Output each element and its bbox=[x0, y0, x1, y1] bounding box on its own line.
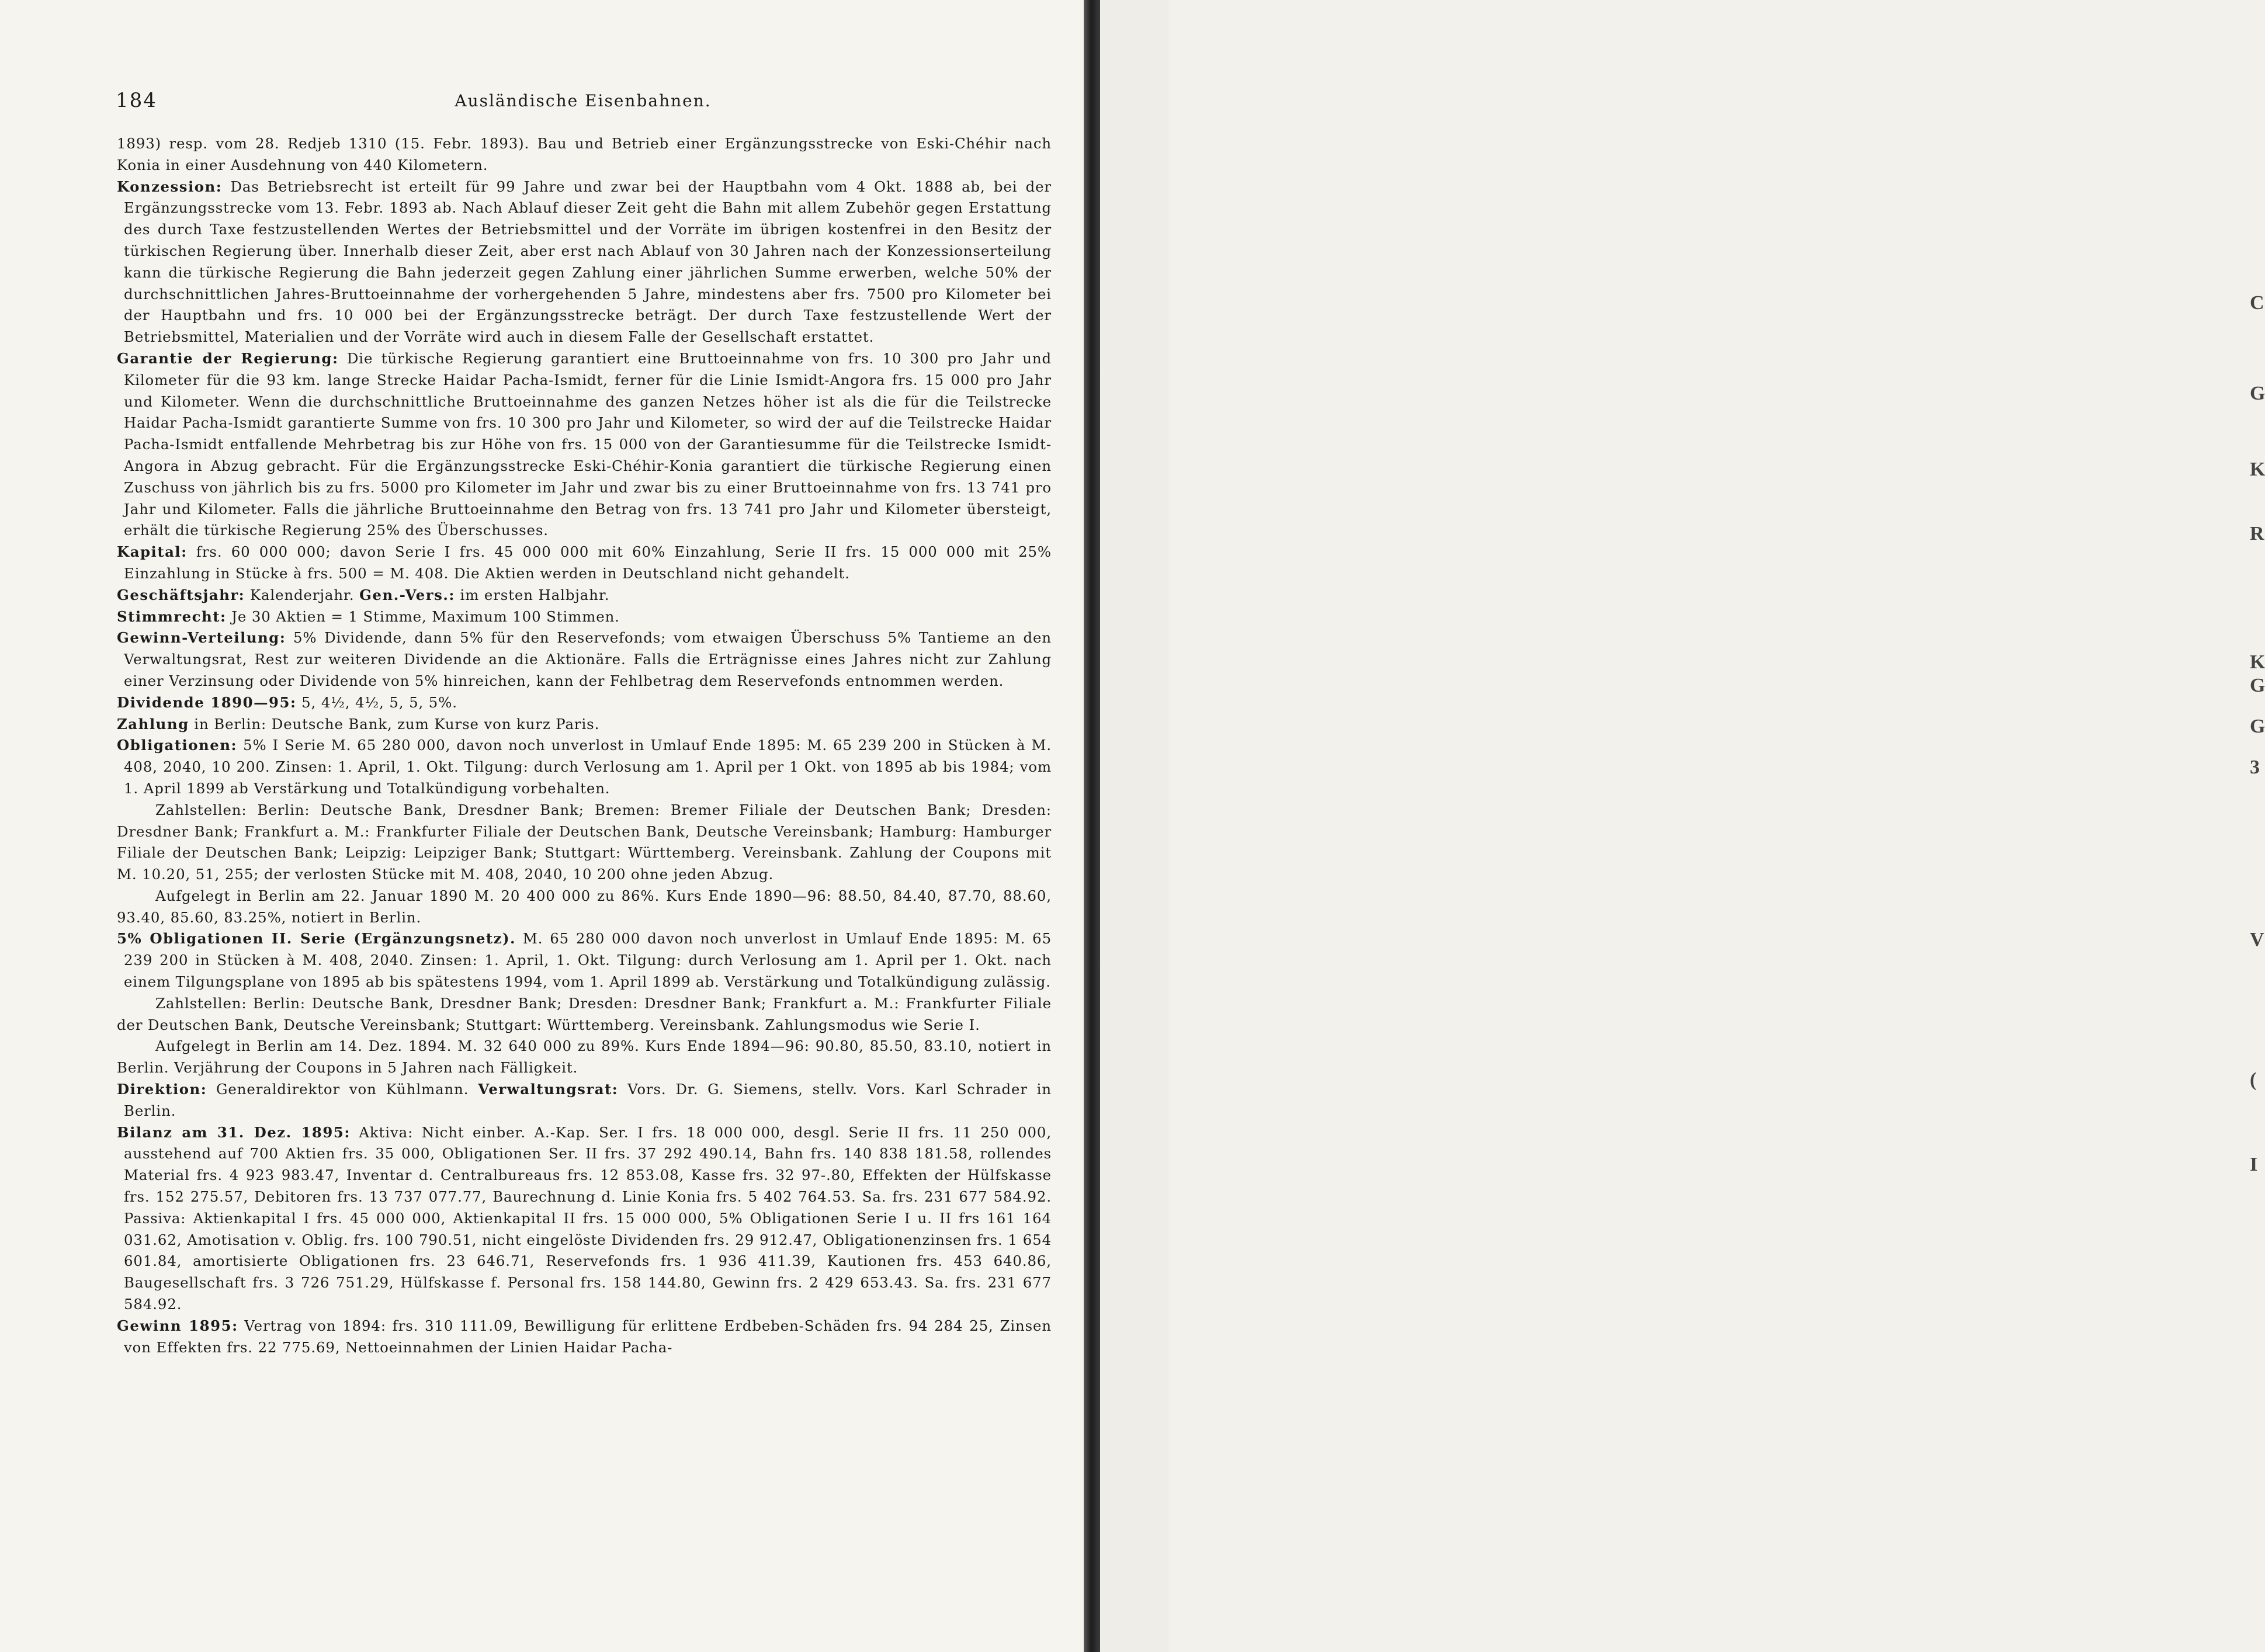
section-text: Generaldirektor von Kühlmann. bbox=[207, 1081, 478, 1098]
paragraph-text: Zahlstellen: Berlin: Deutsche Bank, Dresdner Bank; Dresden: Dresdner Bank; Frankfurt a. M.: Frankfurter Filiale der Deutschen Bank, Deutsche Vereinsbank; Stuttgart: Württemberg. Vereinsbank. Zahlungsmodus wie Serie I. bbox=[117, 994, 1052, 1033]
section-label-secondary: Gen.-Vers.: bbox=[359, 586, 455, 603]
section-entry bbox=[117, 606, 1052, 628]
section-entry bbox=[117, 714, 1052, 735]
facing-page-letter: ( bbox=[2250, 1069, 2257, 1091]
section-label: Kapital: bbox=[117, 543, 188, 561]
section-text: in Berlin: Deutsche Bank, zum Kurse von kurz Paris. bbox=[189, 715, 600, 733]
section-entry bbox=[117, 735, 1052, 799]
section-text: Das Betriebsrecht ist erteilt für 99 Jahre und zwar bei der Hauptbahn vom 4 Okt. 1888 ab, bei der Ergänzungsstrecke vom 13. Febr. 1893 ab. Nach Ablauf dieser Zeit geht die Bahn mit allem Zubehör gegen Erstattung des durch Taxe festzustellenden Wertes der Betriebsmittel und der Vorräte im übrigen kostenfrei in den Besitz der türkischen Regierung über. Innerhalb dieser Zeit, aber erst nach Ablauf von 30 Jahren nach der Konzessionserteilung kann die türkische Regierung die Bahn jederzeit gegen Zahlung einer jährlichen Summe erwerben, welche 50% der durchschnittlichen Jahres-Bruttoeinnahme der vorhergehenden 5 Jahre, mindestens aber frs. 7500 pro Kilometer bei der Hauptbahn und frs. 10 000 bei der Ergänzungsstrecke beträgt. Der durch Taxe festzustellende Wert der Betriebsmittel, Materialien und der Vorräte wird auch in diesem Falle der Gesellschaft erstattet. bbox=[124, 178, 1052, 346]
section-text: 5% Dividende, dann 5% für den Reservefonds; vom etwaigen Überschuss 5% Tantieme an den Verwaltungsrat, Rest zur weiteren Dividende an die Aktionäre. Falls die Erträgnisse eines Jahres nicht zur Zahlung einer Verzinsung oder Dividende von 5% hinreichen, kann der Fehlbetrag dem Reservefonds entnommen werden. bbox=[124, 629, 1052, 689]
section-text: frs. 60 000 000; davon Serie I frs. 45 000 000 mit 60% Einzahlung, Serie II frs. 15 000 000 mit 25% Einzahlung in Stücke à frs. 500 = M. 408. Die Aktien werden in Deutschland nicht gehandelt. bbox=[124, 543, 1052, 582]
section-label: Dividende 1890—95: bbox=[117, 693, 297, 711]
facing-page-letter: G bbox=[2250, 675, 2265, 696]
paragraph-text: Aufgelegt in Berlin am 22. Januar 1890 M. 20 400 000 zu 86%. Kurs Ende 1890—96: 88.50, 84.40, 87.70, 88.60, 93.40, 85.60, 83.25%, notiert in Berlin. bbox=[117, 887, 1052, 926]
section-text: Aktiva: Nicht einber. A.-Kap. Ser. I frs. 18 000 000, desgl. Serie II frs. 11 250 000, ausstehend auf 700 Aktien frs. 35 000, Obligationen Ser. II frs. 37 292 490.14, Bahn frs. 140 838 181.58, rollendes Material frs. 4 923 983.47, Inventar d. Centralbureaus frs. 12 853.08, Kasse frs. 32 97-.80, Effekten der Hülfskasse frs. 152 275.57, Debitoren frs. 13 737 077.77, Baurechnung d. Linie Konia frs. 5 402 764.53. Sa. frs. 231 677 584.92. Passiva: Aktienkapital I frs. 45 000 000, Aktienkapital II frs. 15 000 000, 5% Obligationen Serie I u. II frs 161 164 031.62, Amotisation v. Oblig. frs. 100 790.51, nicht eingelöste Dividenden frs. 29 912.47, Obligationenzinsen frs. 1 654 601.84, amortisierte Obligationen frs. 23 646.71, Reservefonds frs. 1 936 411.39, Kautionen frs. 453 640.86, Baugesellschaft frs. 3 726 751.29, Hülfskasse f. Personal frs. 158 144.80, Gewinn frs. 2 429 653.43. Sa. frs. 231 677 584.92. bbox=[124, 1123, 1052, 1313]
section-text: 5, 4½, 4½, 5, 5, 5%. bbox=[296, 693, 457, 711]
section-label: Gewinn-Verteilung: bbox=[117, 629, 286, 647]
book-page bbox=[0, 0, 1084, 1652]
facing-page-letter: K bbox=[2250, 459, 2265, 480]
indented-paragraph bbox=[117, 1036, 1052, 1079]
section-entry bbox=[117, 627, 1052, 692]
running-title: Ausländische Eisenbahnen. bbox=[455, 91, 712, 110]
facing-page-letter: V bbox=[2250, 929, 2264, 950]
facing-page-letter: I bbox=[2250, 1154, 2258, 1175]
section-label: Geschäftsjahr: bbox=[117, 586, 245, 603]
section-label: Direktion: bbox=[117, 1081, 207, 1098]
section-entry bbox=[117, 692, 1052, 714]
section-text-secondary: im ersten Halbjahr. bbox=[455, 586, 610, 603]
book-gutter bbox=[1084, 0, 1100, 1652]
section-text-secondary: Vors. Dr. G. Siemens, stellv. Vors. Karl Schrader in Berlin. bbox=[124, 1081, 1052, 1119]
section-entry bbox=[117, 1316, 1052, 1359]
section-text: Vertrag von 1894: frs. 310 111.09, Bewilligung für erlittene Erdbeben-Schäden frs. 94 284 25, Zinsen von Effekten frs. 22 775.69, Nettoeinnahmen der Linien Haidar Pacha- bbox=[124, 1317, 1052, 1356]
facing-page-letter: 3 bbox=[2250, 756, 2260, 778]
section-label: Garantie der Regierung: bbox=[117, 349, 339, 367]
facing-page-letter: K bbox=[2250, 651, 2265, 673]
page-header bbox=[116, 89, 1050, 116]
section-label: Bilanz am 31. Dez. 1895: bbox=[117, 1123, 351, 1141]
section-label-secondary: Verwaltungsrat: bbox=[478, 1081, 619, 1098]
facing-page-letter: R bbox=[2250, 523, 2264, 544]
facing-page-edge bbox=[1100, 0, 2265, 1652]
section-entry bbox=[117, 176, 1052, 348]
indented-paragraph bbox=[117, 993, 1052, 1036]
section-text: 5% I Serie M. 65 280 000, davon noch unverlost in Umlauf Ende 1895: M. 65 239 200 in Stücken à M. 408, 2040, 10 200. Zinsen: 1. April, 1. Okt. Tilgung: durch Verlosung am 1. April per 1 Okt. von 1895 ab bis 1984; vom 1. April 1899 ab Verstärkung und Totalkündigung vorbehalten. bbox=[124, 737, 1052, 797]
section-label: Zahlung bbox=[117, 715, 189, 733]
section-entry bbox=[117, 928, 1052, 992]
section-entry bbox=[117, 348, 1052, 542]
section-entry bbox=[117, 542, 1052, 585]
facing-page-letter: G bbox=[2250, 383, 2265, 404]
section-label: Konzession: bbox=[117, 178, 223, 195]
paragraph-text: 1893) resp. vom 28. Redjeb 1310 (15. Febr. 1893). Bau und Betrieb einer Ergänzungsstrecke von Eski-Chéhir nach Konia in einer Ausdehnung von 440 Kilometern. bbox=[117, 135, 1052, 173]
section-entry bbox=[117, 1079, 1052, 1122]
page-number: 184 bbox=[116, 89, 157, 112]
facing-page-letter: C bbox=[2250, 292, 2264, 314]
section-label: 5% Obligationen II. Serie (Ergänzungsnetz). bbox=[117, 930, 516, 948]
indented-paragraph bbox=[117, 886, 1052, 929]
section-label: Obligationen: bbox=[117, 737, 237, 754]
indented-paragraph bbox=[117, 800, 1052, 886]
paragraph-text: Zahlstellen: Berlin: Deutsche Bank, Dresdner Bank; Bremen: Bremer Filiale der Deutschen Bank; Dresden: Dresdner Bank; Frankfurt a. M.: Frankfurter Filiale der Deutschen Bank, Deutsche Vereinsbank; Hamburg: Hamburger Filiale der Deutschen Bank; Leipzig: Leipziger Bank; Stuttgart: Württemberg. Vereinsbank. Zahlung der Coupons mit M. 10.20, 51, 255; der verlosten Stücke mit M. 408, 2040, 10 200 ohne jeden Abzug. bbox=[117, 801, 1052, 883]
page-body bbox=[117, 133, 1052, 1358]
section-text: M. 65 280 000 davon noch unverlost in Umlauf Ende 1895: M. 65 239 200 in Stücken à M. 408, 2040. Zinsen: 1. April, 1. Okt. Tilgung: durch Verlosung am 1. April per 1. Okt. nach einem Tilgungsplane von 1895 ab bis spätestens 1994, vom 1. April 1899 ab. Verstärkung und Totalkündigung zulässig. bbox=[124, 930, 1052, 991]
section-text: Kalenderjahr. bbox=[245, 586, 360, 603]
paragraph-text: Aufgelegt in Berlin am 14. Dez. 1894. M. 32 640 000 zu 89%. Kurs Ende 1894—96: 90.80, 85.50, 83.10, notiert in Berlin. Verjährung der Coupons in 5 Jahren nach Fälligkeit. bbox=[117, 1037, 1052, 1077]
facing-page-letter: G bbox=[2250, 716, 2265, 737]
section-entry bbox=[117, 585, 1052, 606]
section-text: Je 30 Aktien = 1 Stimme, Maximum 100 Stimmen. bbox=[226, 608, 620, 625]
section-text: Die türkische Regierung garantiert eine Bruttoeinnahme von frs. 10 300 pro Jahr und Kilometer für die 93 km. lange Strecke Haidar Pacha-Ismidt, ferner für die Linie Ismidt-Angora frs. 15 000 pro Jahr und Kilometer. Wenn die durchschnittliche Bruttoeinnahme des ganzen Netzes höher ist als die für die Teilstrecke Haidar Pacha-Ismidt garantierte Summe von frs. 10 300 pro Jahr und Kilometer, so wird der auf die Teilstrecke Haidar Pacha-Ismidt entfallende Mehrbetrag bis zur Höhe von frs. 15 000 von der Garantiesumme für die Teilstrecke Ismidt-Angora in Abzug gebracht. Für die Ergänzungsstrecke Eski-Chéhir-Konia garantiert die türkische Regierung einen Zuschuss von jährlich bis zu frs. 5000 pro Kilometer im Jahr und zwar bis zu einer Bruttoeinnahme von frs. 13 741 pro Jahr und Kilometer. Falls die jährliche Bruttoeinnahme den Betrag von frs. 13 741 pro Jahr und Kilometer übersteigt, erhält die türkische Regierung 25% des Überschusses. bbox=[124, 349, 1052, 539]
section-entry bbox=[117, 1122, 1052, 1316]
body-paragraph bbox=[117, 133, 1052, 176]
section-label: Gewinn 1895: bbox=[117, 1317, 238, 1334]
section-label: Stimmrecht: bbox=[117, 608, 227, 625]
